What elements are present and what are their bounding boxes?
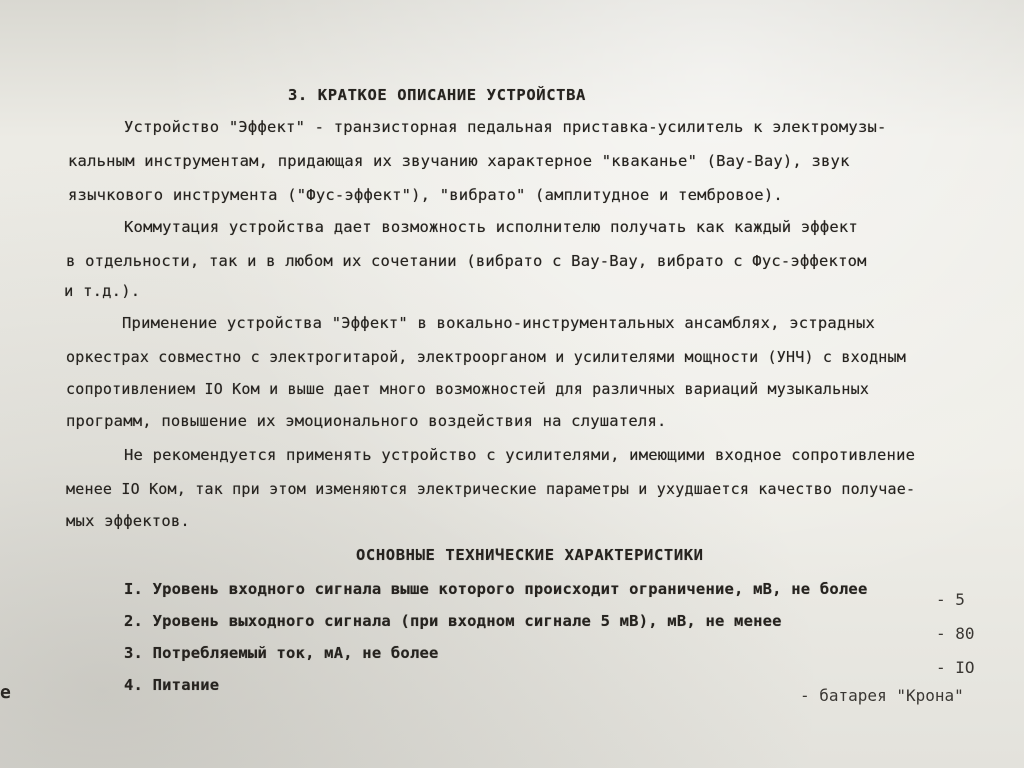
specs-title: ОСНОВНЫЕ ТЕХНИЧЕСКИЕ ХАРАКТЕРИСТИКИ [356, 546, 704, 564]
paragraph-2-line-1: Коммутация устройства дает возможность исполнителю получать как каждый эффект [124, 218, 858, 236]
section-title: 3. КРАТКОЕ ОПИСАНИЕ УСТРОЙСТВА [288, 86, 586, 104]
paragraph-4-line-2: менее IO Ком, так при этом изменяются электрические параметры и ухудшается качество получае- [66, 480, 916, 498]
paragraph-4-line-3: мых эффектов. [66, 512, 190, 530]
paragraph-3-line-3: сопротивлением IO Ком и выше дает много возможностей для различных вариаций музыкальных [66, 380, 870, 398]
spec-1-value: - 5 [936, 590, 965, 609]
spec-2-label: 2. Уровень выходного сигнала (при входном сигнале 5 мВ), мВ, не менее [124, 612, 782, 630]
spec-4-value: - батарея "Крона" [800, 686, 964, 705]
spec-1-label: I. Уровень входного сигнала выше которого происходит ограничение, мВ, не более [124, 580, 868, 598]
spec-2-value: - 80 [936, 624, 975, 643]
margin-mark: e [0, 682, 11, 703]
paragraph-2-line-2: в отдельности, так и в любом их сочетании (вибрато с Вау-Вау, вибрато с Фус-эффектом [66, 252, 867, 270]
paragraph-3-line-4: программ, повышение их эмоционального воздействия на слушателя. [66, 412, 667, 430]
spec-4-label: 4. Питание [124, 676, 220, 694]
paragraph-4-line-1: Не рекомендуется применять устройство с усилителями, имеющими входное сопротивление [124, 446, 916, 464]
spec-3-label: 3. Потребляемый ток, мА, не более [124, 644, 439, 662]
paragraph-1-line-1: Устройство "Эффект" - транзисторная педальная приставка-усилитель к электромузы- [124, 118, 887, 136]
paragraph-1-line-3: язычкового инструмента ("Фус-эффект"), "вибрато" (амплитудное и тембровое). [68, 186, 783, 204]
spec-3-value: - IO [936, 658, 975, 677]
paragraph-1-line-2: кальным инструментам, придающая их звучанию характерное "кваканье" (Вау-Вау), звук [68, 152, 850, 170]
paragraph-3-line-2: оркестрах совместно с электрогитарой, электроорганом и усилителями мощности (УНЧ) с входным [66, 348, 906, 366]
paragraph-3-line-1: Применение устройства "Эффект" в вокально-инструментальных ансамблях, эстрадных [122, 314, 876, 332]
paragraph-2-line-3: и т.д.). [64, 282, 141, 300]
